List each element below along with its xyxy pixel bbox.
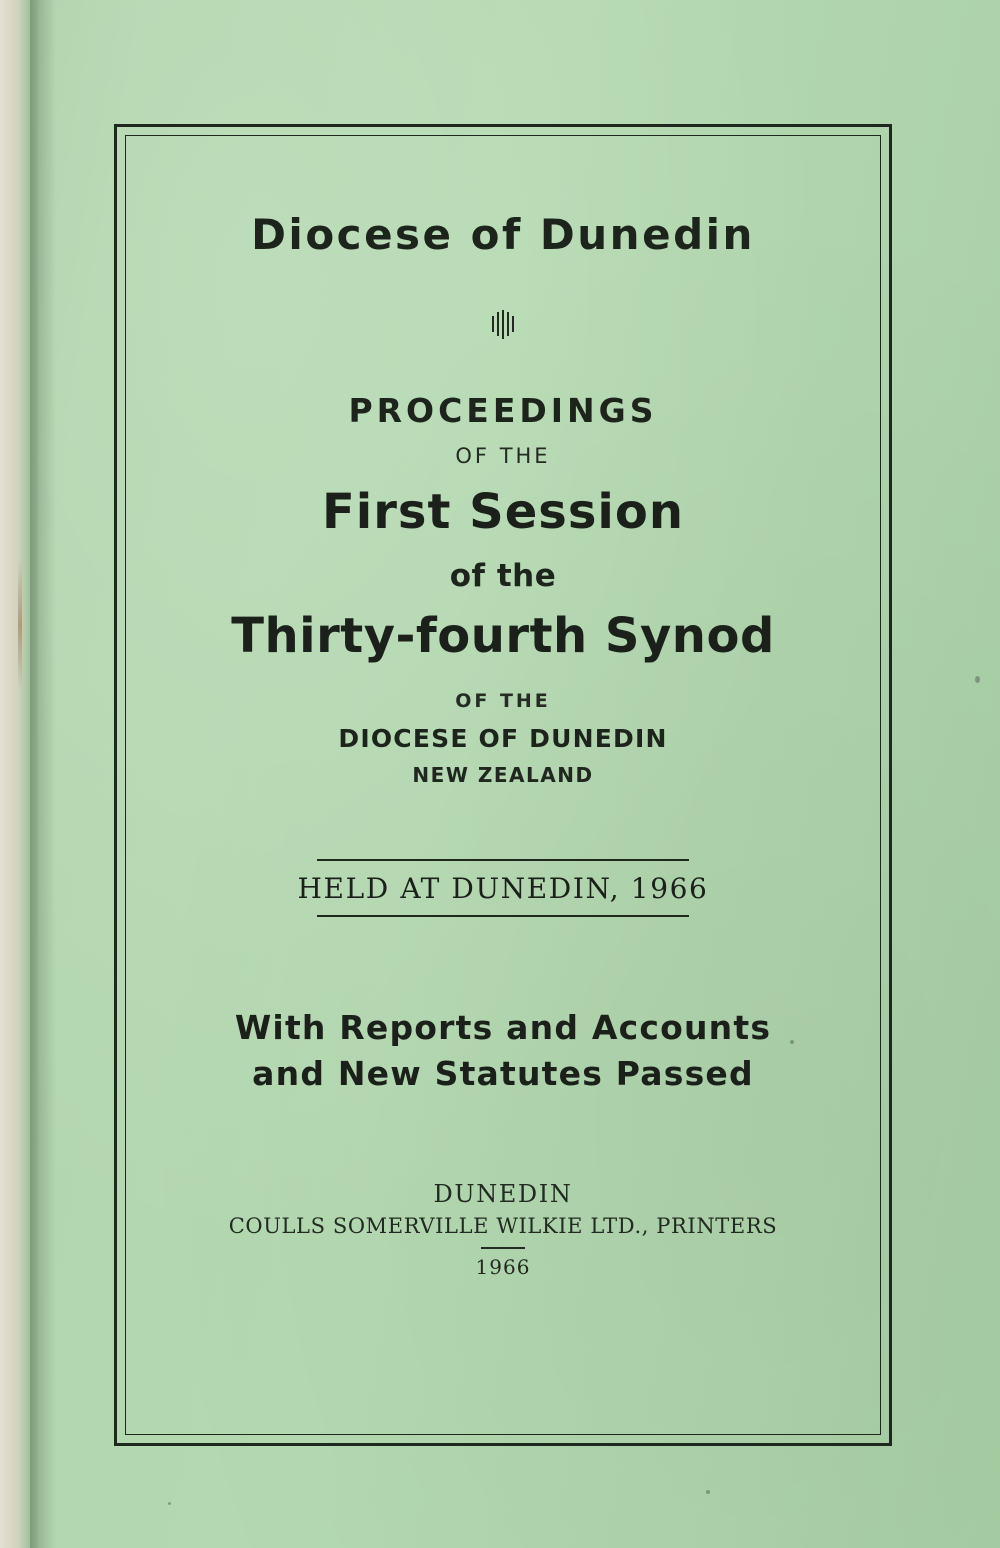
of-the-caps: OF THE <box>455 690 551 712</box>
scan-speck <box>975 676 980 683</box>
imprint-divider <box>481 1247 525 1249</box>
divider-rule-bottom <box>317 915 689 917</box>
flourish-ornament-icon <box>132 307 874 341</box>
held-at-text: HELD AT DUNEDIN, 1966 <box>297 872 709 905</box>
of-the-medium: of the <box>449 558 557 594</box>
imprint-printer: COULLS SOMERVILLE WILKIE LTD., PRINTERS <box>228 1214 778 1239</box>
diocese-heading: Diocese of Dunedin <box>251 210 755 259</box>
gutter-shadow <box>30 0 56 1548</box>
subtitle-line-1: With Reports and Accounts <box>234 1008 772 1047</box>
synod-title: Thirty-fourth Synod <box>231 608 775 664</box>
of-the-small: OF THE <box>455 444 551 468</box>
imprint-city: DUNEDIN <box>433 1180 573 1209</box>
diocese-caps: DIOCESE OF DUNEDIN <box>338 724 668 753</box>
held-at-block <box>132 859 874 917</box>
country-label: NEW ZEALAND <box>412 763 594 787</box>
scan-speck <box>706 1490 710 1494</box>
imprint-block <box>132 1180 874 1279</box>
proceedings-title: PROCEEDINGS <box>348 391 658 430</box>
gutter-stain <box>18 560 22 690</box>
session-title: First Session <box>321 484 684 540</box>
cover-content <box>132 140 874 1430</box>
divider-rule-top <box>317 859 689 861</box>
imprint-year: 1966 <box>475 1254 531 1279</box>
subtitle-line-2: and New Statutes Passed <box>252 1053 754 1093</box>
subtitle-block <box>132 1005 874 1096</box>
scan-speck <box>168 1502 171 1505</box>
